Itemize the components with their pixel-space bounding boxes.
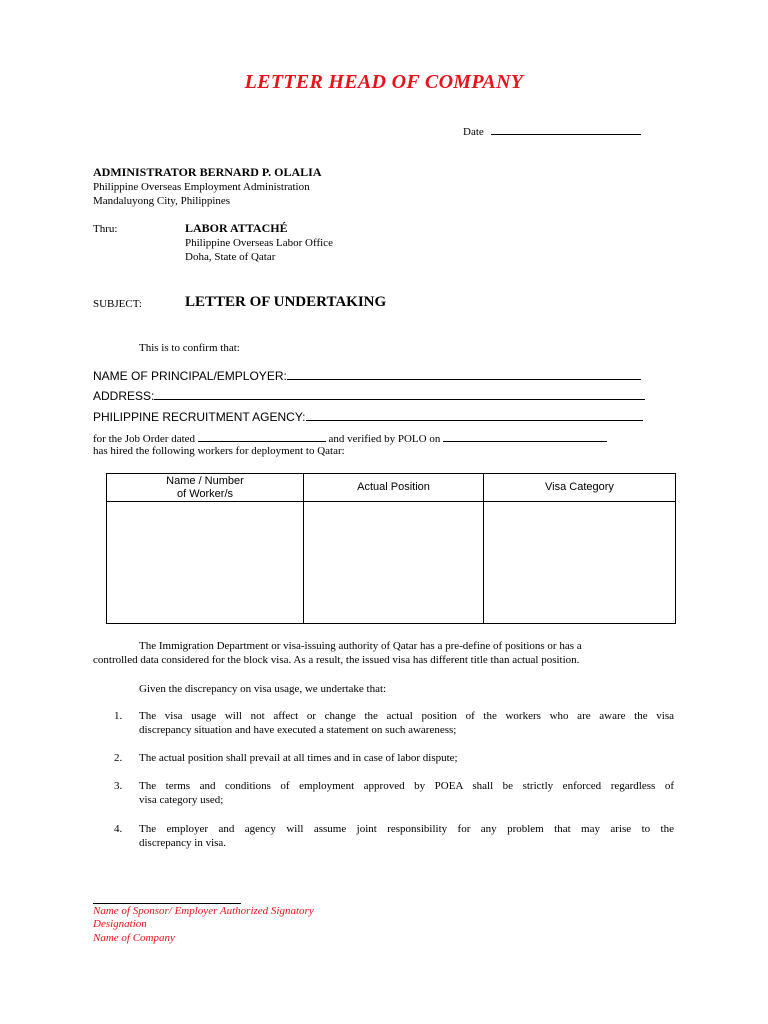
cell-name-number[interactable]	[107, 502, 304, 624]
item-3-number: 3.	[114, 780, 123, 792]
company-name: Name of Company	[93, 932, 175, 944]
list-item: The visa usage will not affect or change the actual position of the workers who are aware the visa discrepancy situation and have executed a statement on such awareness;	[139, 710, 674, 736]
paragraph1-line2: controlled data considered for the block visa. As a result, the issued visa has different title than actual position.	[93, 654, 580, 666]
agency-label: PHILIPPINE RECRUITMENT AGENCY:	[93, 410, 306, 424]
addressee-city: Mandaluyong City, Philippines	[93, 195, 231, 207]
table-row	[107, 502, 676, 624]
addressee-org: Philippine Overseas Employment Administration	[93, 181, 310, 193]
signatory-name: Name of Sponsor/ Employer Authorized Signatory	[93, 905, 314, 917]
job-order-date-blank	[198, 430, 326, 442]
thru-location: Doha, State of Qatar	[185, 251, 276, 263]
cell-actual-position[interactable]	[304, 502, 484, 624]
header-visa-category: Visa Category	[484, 474, 676, 502]
item-1-number: 1.	[114, 710, 123, 722]
principal-field	[93, 368, 641, 384]
date-label: Date	[463, 126, 484, 138]
principal-blank-line	[287, 368, 641, 380]
job-order-part1: for the Job Order dated	[93, 433, 196, 445]
polo-date-blank	[443, 430, 607, 442]
cell-visa-category[interactable]	[484, 502, 676, 624]
letterhead-title: LETTER HEAD OF COMPANY	[244, 71, 524, 93]
date-field	[463, 123, 641, 139]
header-name-number: Name / Number of Worker/s	[107, 474, 304, 502]
job-order-line2: has hired the following workers for deployment to Qatar:	[93, 445, 345, 457]
agency-blank-line	[306, 409, 643, 421]
agency-field	[93, 409, 643, 425]
addressee-name: ADMINISTRATOR BERNARD P. OLALIA	[93, 165, 322, 179]
paragraph2: Given the discrepancy on visa usage, we undertake that:	[139, 683, 387, 695]
subject-title: LETTER OF UNDERTAKING	[185, 294, 387, 310]
signature-line	[93, 903, 241, 904]
list-item: The terms and conditions of employment approved by POEA shall be strictly enforced regardless of visa category used;	[139, 780, 674, 806]
thru-name: LABOR ATTACHÉ	[185, 221, 288, 235]
header-actual-position: Actual Position	[304, 474, 484, 502]
thru-office: Philippine Overseas Labor Office	[185, 237, 333, 249]
list-item: The actual position shall prevail at all times and in case of labor dispute;	[139, 752, 458, 764]
confirm-text: This is to confirm that:	[139, 342, 240, 354]
table-header-row	[107, 474, 676, 502]
subject-label: SUBJECT:	[93, 298, 142, 310]
job-order-part2: and verified by POLO on	[328, 433, 441, 445]
address-blank-line	[154, 388, 645, 400]
list-item: The employer and agency will assume joint responsibility for any problem that may arise to the discrepancy in visa.	[139, 823, 674, 849]
signatory-designation: Designation	[93, 918, 147, 930]
address-field	[93, 388, 645, 404]
date-blank-line	[491, 123, 641, 135]
workers-table	[106, 473, 676, 624]
address-label: ADDRESS:	[93, 389, 155, 403]
item-4-number: 4.	[114, 823, 123, 835]
thru-label: Thru:	[93, 223, 118, 235]
paragraph1-line1: The Immigration Department or visa-issuing authority of Qatar has a pre-define of positions or has a	[139, 640, 582, 652]
principal-label: NAME OF PRINCIPAL/EMPLOYER:	[93, 369, 287, 383]
item-2-number: 2.	[114, 752, 123, 764]
